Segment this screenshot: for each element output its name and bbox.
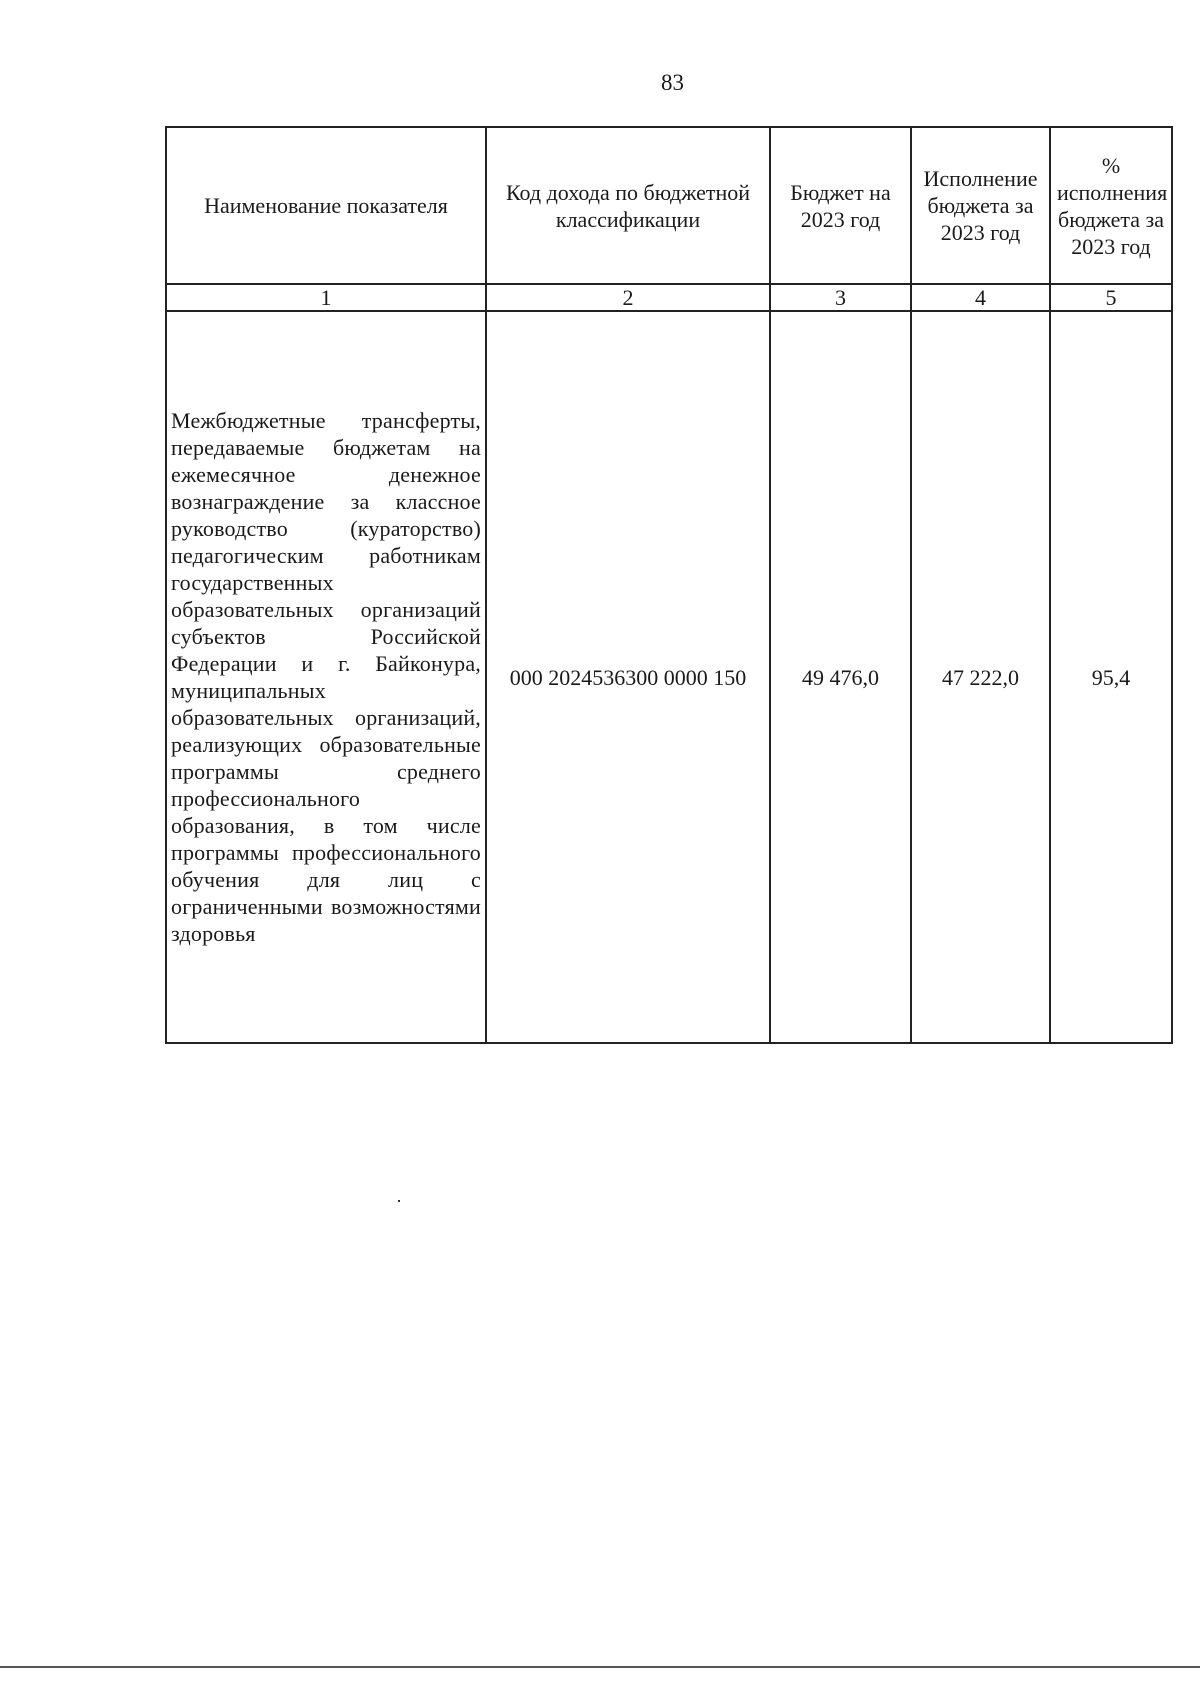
scan-artifact-dot [398, 1200, 400, 1202]
header-percent-execution-text: % исполнения бюджета за 2023 год [1057, 152, 1168, 259]
execution-cell: 47 222,0 [911, 311, 1050, 1043]
income-code-cell: 000 2024536300 0000 150 [486, 311, 770, 1043]
column-number: 1 [166, 284, 486, 311]
column-number-row [166, 284, 1172, 311]
header-indicator-name [166, 127, 486, 284]
page-number: 83 [661, 70, 684, 95]
header-execution-2023-text: Исполнение бюджета за 2023 год [923, 166, 1038, 245]
budget-cell: 49 476,0 [770, 311, 911, 1043]
percent-cell: 95,4 [1050, 311, 1172, 1043]
header-percent-execution [1050, 127, 1172, 284]
indicator-name-cell: Межбюджетные трансферты, передаваемые бюджетам на ежемесячное денежное вознаграждение за классное руководство (кураторство) педагогическим работникам государственных образовательных организаций субъектов Российской Федерации и г. Байконура, муниципальных образовательных организаций, реализующих образовательные программы среднего профессионального образования, в том числе программы профессионального обучения для лиц с ограниченными возможностями здоровья [166, 311, 486, 1043]
header-income-code [486, 127, 770, 284]
budget-table [165, 126, 1173, 1044]
header-indicator-name-text: Наименование показателя [204, 193, 448, 218]
column-number: 3 [770, 284, 911, 311]
table-header-row [166, 127, 1172, 284]
header-budget-2023 [770, 127, 911, 284]
header-budget-2023-text: Бюджет на 2023 год [790, 179, 891, 232]
header-income-code-text: Код дохода по бюджетной классификации [505, 179, 751, 232]
column-number: 5 [1050, 284, 1172, 311]
column-number: 4 [911, 284, 1050, 311]
header-execution-2023 [911, 127, 1050, 284]
table-row [166, 311, 1172, 1043]
scan-footer-line [0, 1666, 1200, 1668]
column-number: 2 [486, 284, 770, 311]
